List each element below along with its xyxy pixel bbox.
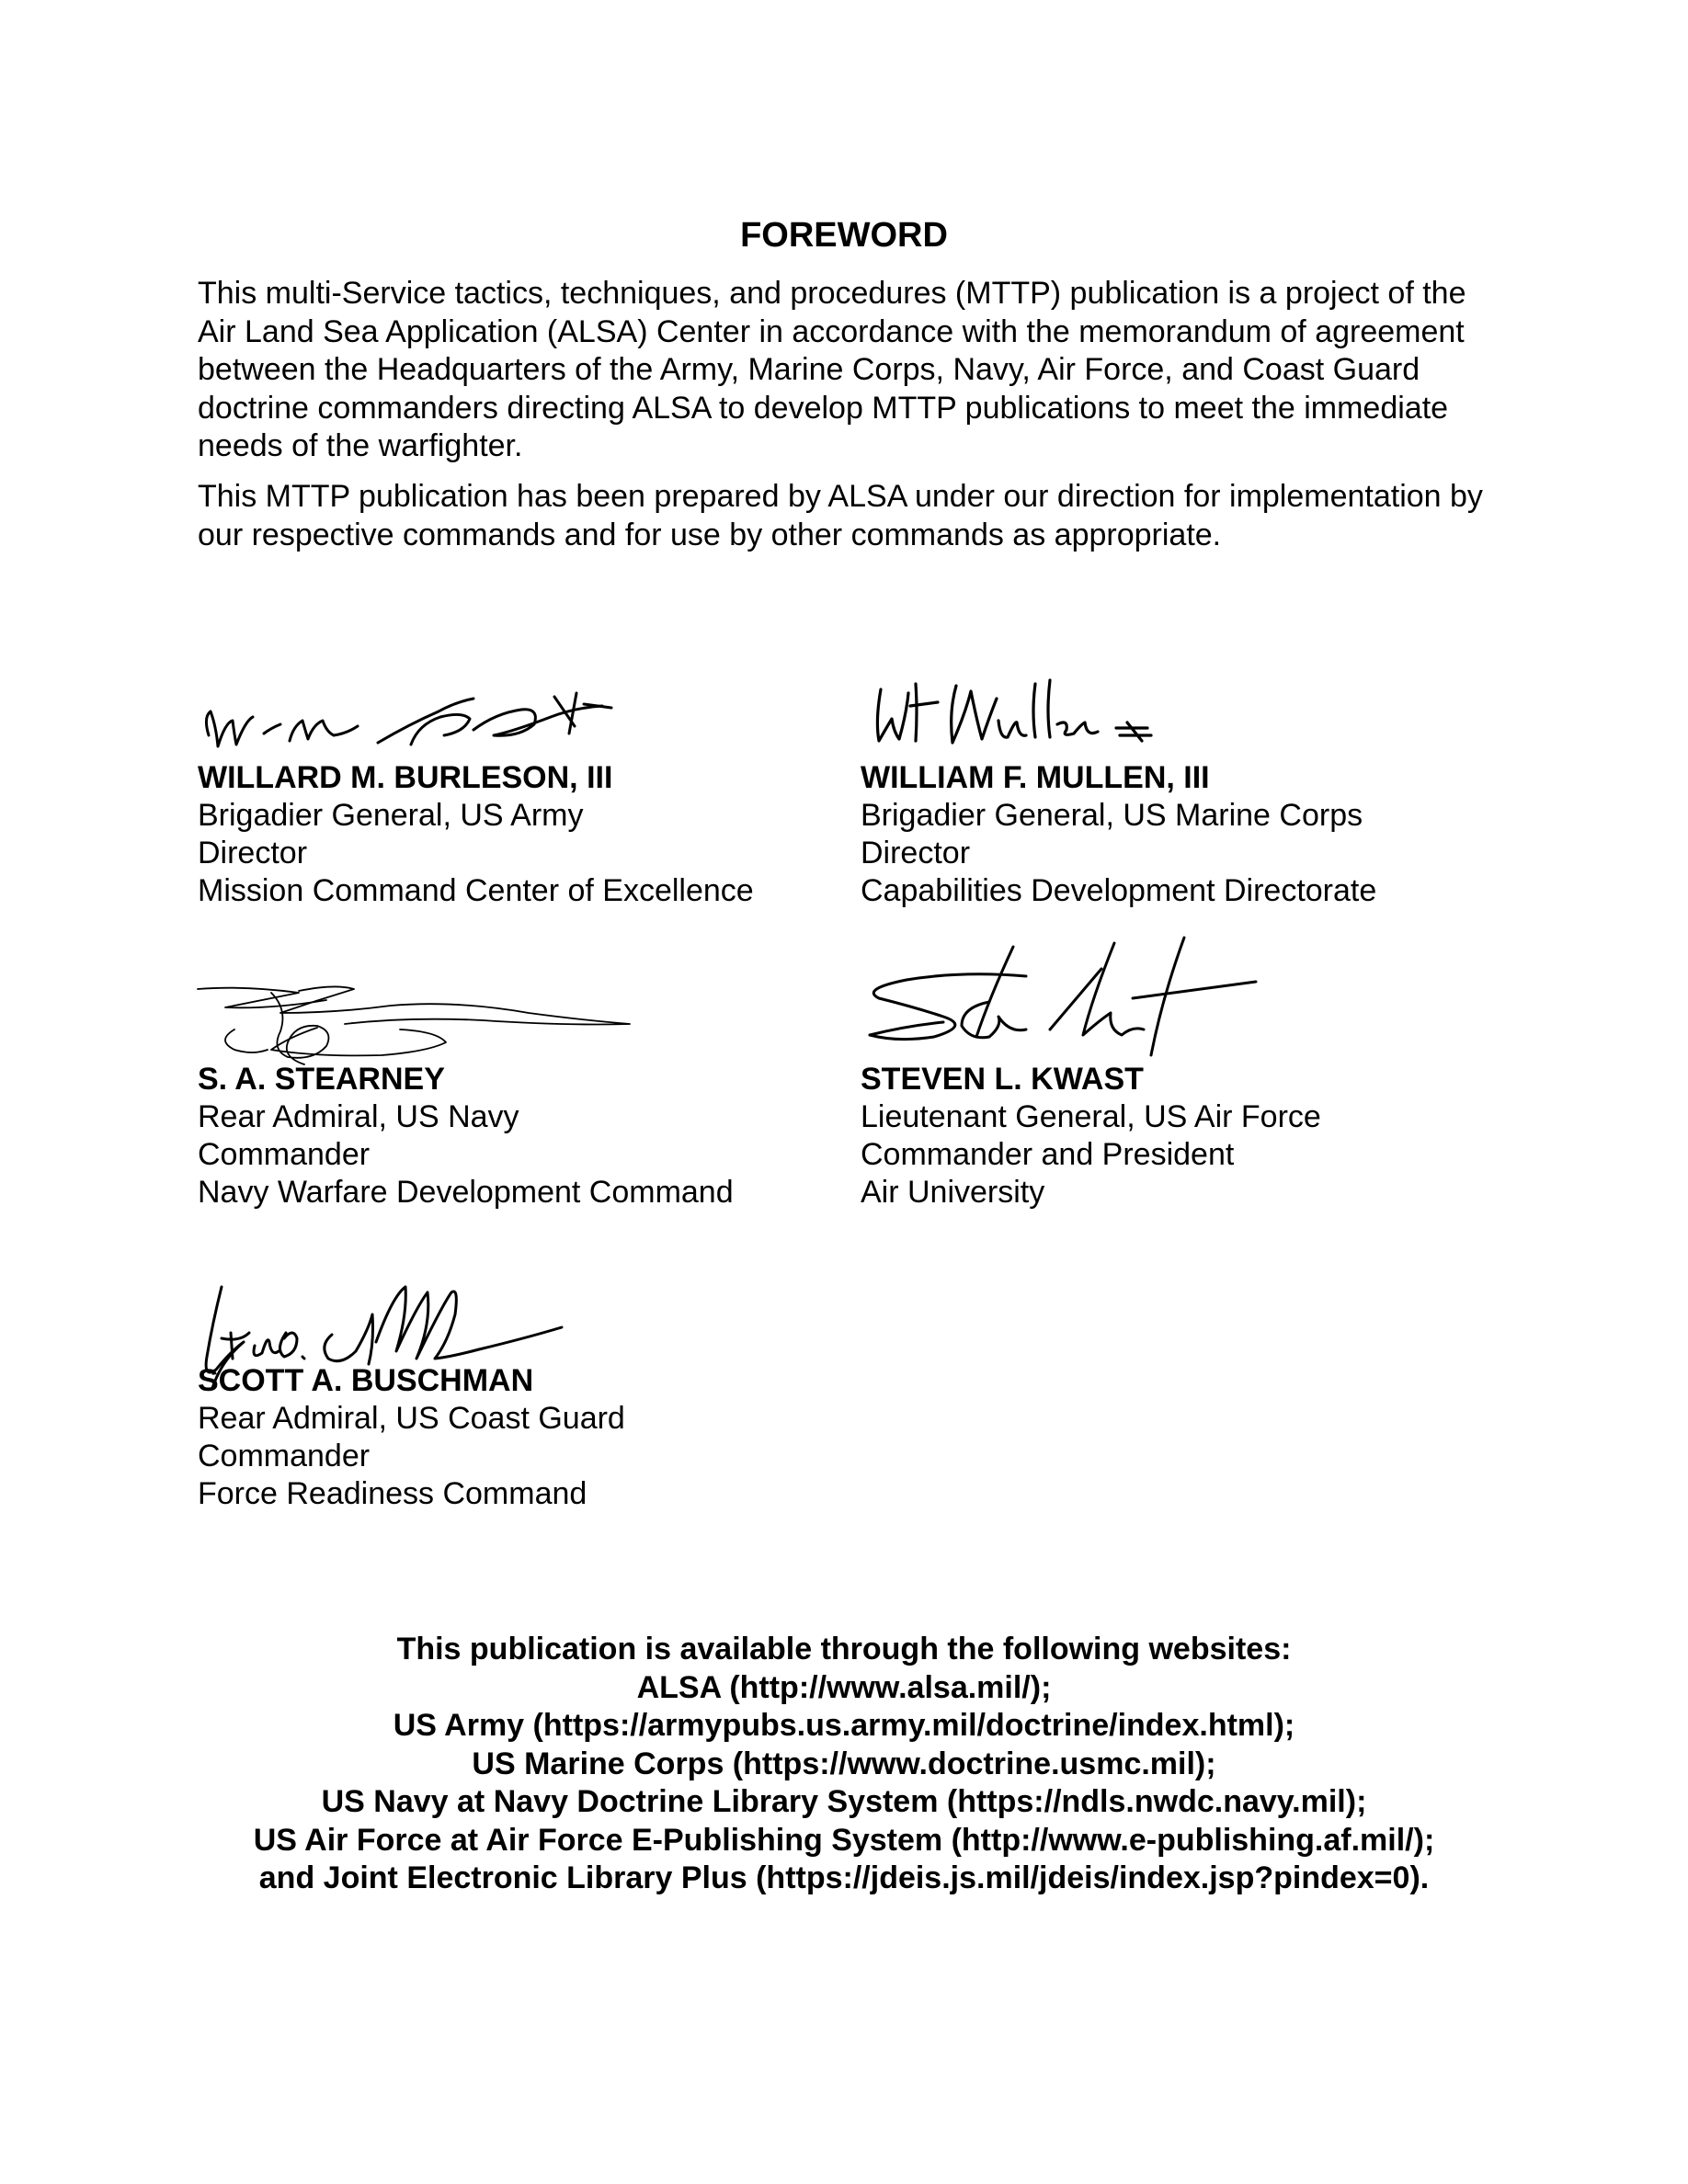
signatory-title: Director [198,836,308,870]
signatory-mullen [861,680,1523,910]
foreword-paragraph-1: This multi-Service tactics, techniques, and procedures (MTTP) publication is a project of the Air Land Sea Application (ALSA) Center in accordance with the memorandum of agreement between the Headquarters of the Army, Marine Corps, Navy, Air Force, and Coast Guard doctrine commanders directing ALSA to develop MTTP publications to meet the immediate needs of the warfighter. [198,276,1466,463]
signatory-organization: Capabilities Development Directorate [861,873,1377,908]
signature-burleson [198,680,749,768]
signatory-name: STEVEN L. KWAST [861,1062,1144,1097]
signatory-organization: Force Readiness Command [198,1476,587,1511]
signatory-name: WILLARD M. BURLESON, III [198,760,613,795]
signatory-stearney [198,982,860,1211]
signatory-organization: Navy Warfare Development Command [198,1175,734,1210]
signature-mullen [861,671,1247,763]
website-joint-library: and Joint Electronic Library Plus (https://jdeis.js.mil/jdeis/index.jsp?pindex=0). [258,1860,1430,1895]
signatory-name: SCOTT A. BUSCHMAN [198,1363,534,1398]
signatory-name: WILLIAM F. MULLEN, III [861,760,1210,795]
signatory-name: S. A. STEARNEY [198,1062,445,1097]
website-navy: US Navy at Navy Doctrine Library System (https://ndls.nwdc.navy.mil); [321,1784,1367,1819]
signatory-rank: Brigadier General, US Marine Corps [861,798,1363,833]
signatory-organization: Mission Command Center of Excellence [198,873,754,908]
website-air-force: US Air Force at Air Force E-Publishing System (http://www.e-publishing.af.mil/); [253,1822,1435,1858]
signatory-kwast [861,982,1523,1211]
signatory-title: Commander and President [861,1137,1235,1172]
signatory-organization: Air University [861,1175,1045,1210]
signatory-rank: Rear Admiral, US Coast Guard [198,1401,625,1436]
signatory-title: Director [861,836,971,870]
page-title: FOREWORD [740,216,948,255]
signatory-rank: Brigadier General, US Army [198,798,584,833]
website-alsa: ALSA (http://www.alsa.mil/); [636,1669,1052,1705]
signatory-buschman [198,1283,860,1513]
signatory-title: Commander [198,1137,371,1172]
availability-notice [0,1631,1688,1898]
foreword-paragraph-2: This MTTP publication has been prepared by ALSA under our direction for implementation by our respective commands and for use by other commands as appropriate. [198,479,1483,552]
website-marine-corps: US Marine Corps (https://www.doctrine.usmc.mil); [472,1746,1216,1781]
signatory-rank: Lieutenant General, US Air Force [861,1099,1321,1134]
signatory-rank: Rear Admiral, US Navy [198,1099,519,1134]
availability-heading: This publication is available through the following websites: [396,1632,1292,1666]
signature-stearney [179,973,676,1074]
signature-kwast [851,934,1329,1081]
signatory-title: Commander [198,1439,371,1473]
signatory-burleson [198,680,860,910]
website-army: US Army (https://armypubs.us.army.mil/doctrine/index.html); [393,1708,1295,1743]
